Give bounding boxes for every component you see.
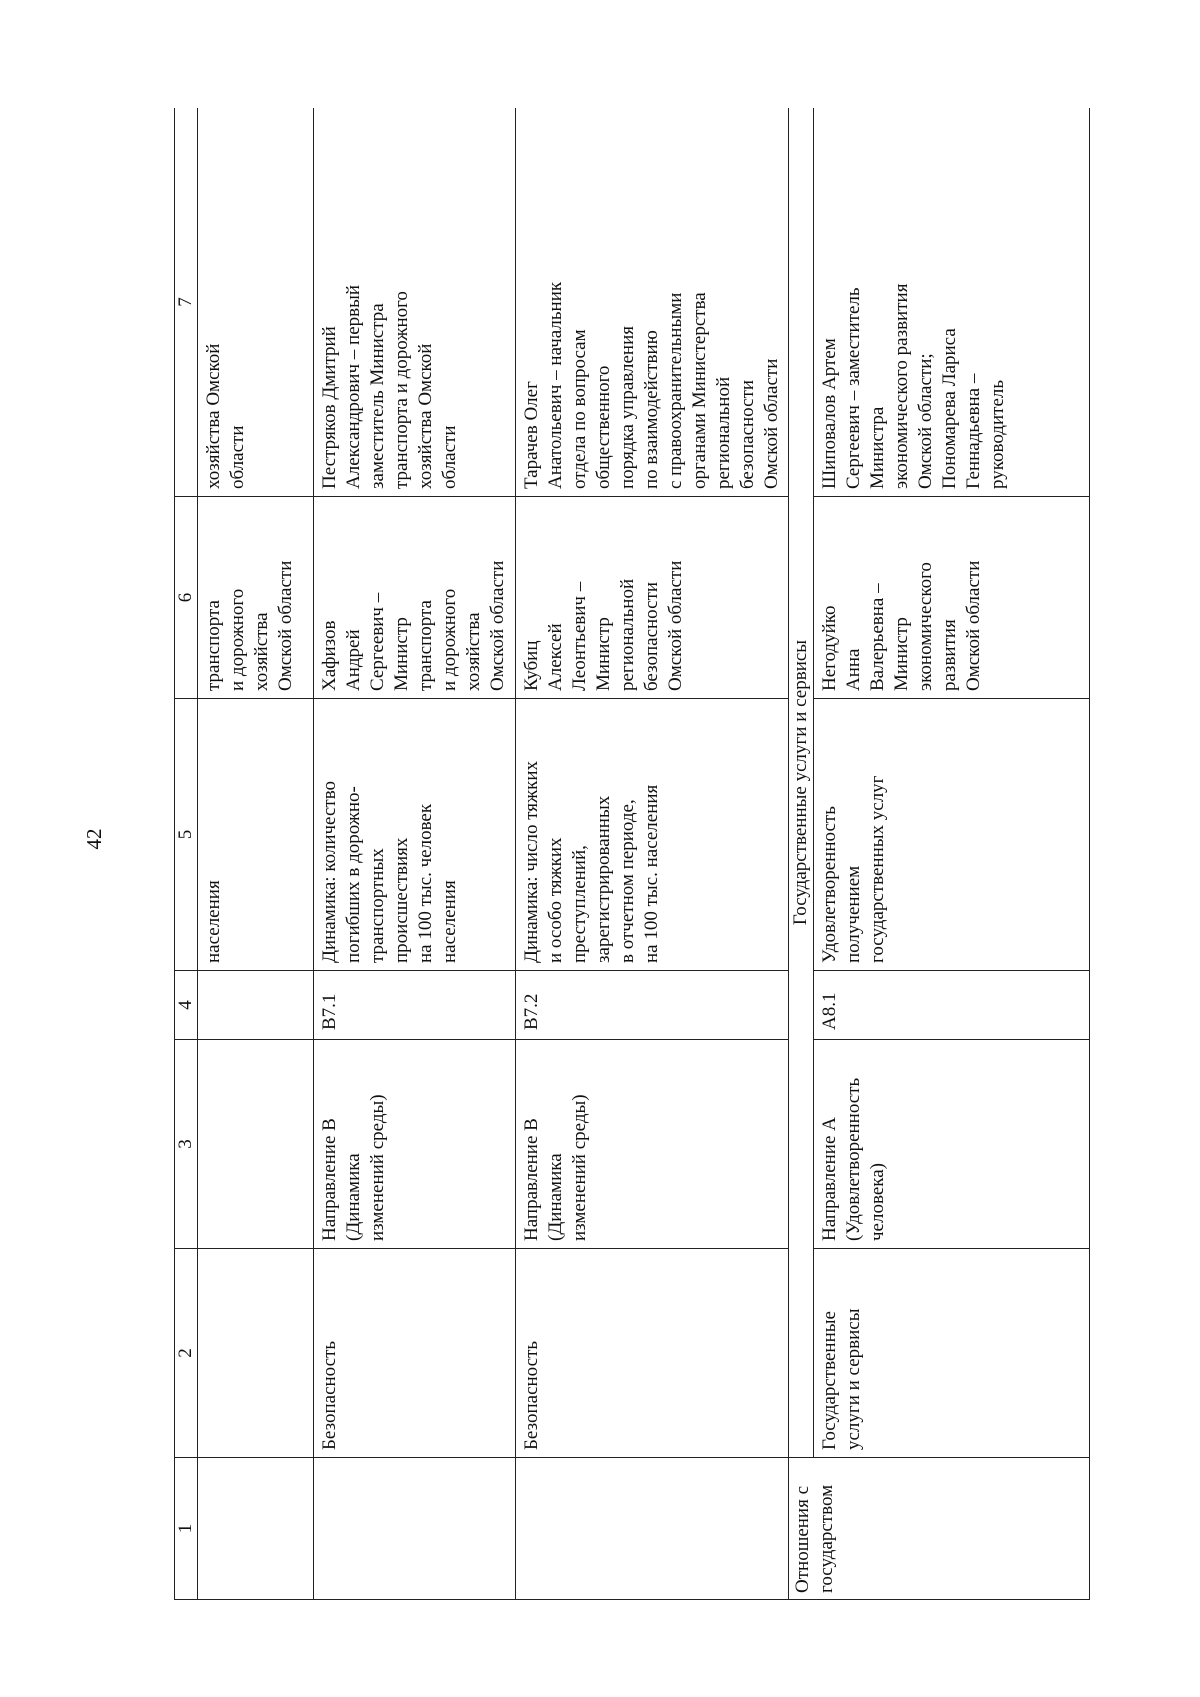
cell-executor: Шиповалов Артем Сергеевич – заместитель Министра экономического развития Омской области; Пономарева Лариса Геннадьевна – руководитель (814, 108, 1090, 497)
column-header-7: 7 (175, 108, 198, 497)
cell-executor: Тарачев Олег Анатольевич – начальник отдела по вопросам общественного порядка управления по взаимодействию с правоохранительными органами Министерства региональной безопасности Омской области (516, 108, 789, 497)
indicators-table (174, 108, 1090, 1600)
cell-code: В7.2 (516, 971, 789, 1040)
cell-group (516, 1458, 789, 1600)
cell-executor: Пестряков Дмитрий Александрович – первый заместитель Министра транспорта и дорожного хозяйства Омской области (314, 108, 516, 497)
column-header-6: 6 (175, 497, 198, 699)
page-number: 42 (82, 828, 106, 850)
cell-direction: Направление В (Динамика изменений среды) (314, 1040, 516, 1249)
column-header-3: 3 (175, 1040, 198, 1249)
table-row (516, 108, 789, 1600)
rotated-table-container (174, 108, 1096, 1600)
cell-responsible: транспорта и дорожного хозяйства Омской области (198, 497, 314, 699)
cell-group (314, 1458, 516, 1600)
cell-direction (198, 1040, 314, 1249)
table-row (314, 108, 516, 1600)
cell-code: В7.1 (314, 971, 516, 1040)
cell-indicator: Удовлетворенность получением государственных услуг (814, 699, 1090, 971)
column-header-5: 5 (175, 699, 198, 971)
cell-executor: хозяйства Омской области (198, 108, 314, 497)
cell-responsible: Негодуйко Анна Валерьевна – Министр экономического развития Омской области (814, 497, 1090, 699)
table-row (198, 108, 314, 1600)
cell-sphere: Государственные услуги и сервисы (814, 1249, 1090, 1458)
column-header-1: 1 (175, 1458, 198, 1600)
cell-sphere: Безопасность (314, 1249, 516, 1458)
cell-group-relations: Отношения с государством (789, 1458, 1090, 1600)
cell-group (198, 1458, 314, 1600)
cell-direction: Направление А (Удовлетворенность человека) (814, 1040, 1090, 1249)
cell-code (198, 971, 314, 1040)
section-title: Государственные услуги и сервисы (789, 108, 814, 1458)
column-header-2: 2 (175, 1249, 198, 1458)
cell-indicator: Динамика: число тяжких и особо тяжких преступлений, зарегистрированных в отчетном периоде, на 100 тыс. населения (516, 699, 789, 971)
header-row (175, 108, 198, 1600)
table-row (814, 108, 1090, 1600)
section-row (789, 108, 814, 1600)
cell-sphere: Безопасность (516, 1249, 789, 1458)
column-header-4: 4 (175, 971, 198, 1040)
cell-responsible: Хафизов Андрей Сергеевич – Министр транспорта и дорожного хозяйства Омской области (314, 497, 516, 699)
cell-responsible: Кубиц Алексей Леонтьевич – Министр региональной безопасности Омской области (516, 497, 789, 699)
cell-indicator: населения (198, 699, 314, 971)
cell-sphere (198, 1249, 314, 1458)
cell-indicator: Динамика: количество погибших в дорожно- транспортных происшествиях на 100 тыс. человек населения (314, 699, 516, 971)
cell-code: А8.1 (814, 971, 1090, 1040)
table-frame (174, 108, 1096, 1600)
cell-direction: Направление В (Динамика изменений среды) (516, 1040, 789, 1249)
